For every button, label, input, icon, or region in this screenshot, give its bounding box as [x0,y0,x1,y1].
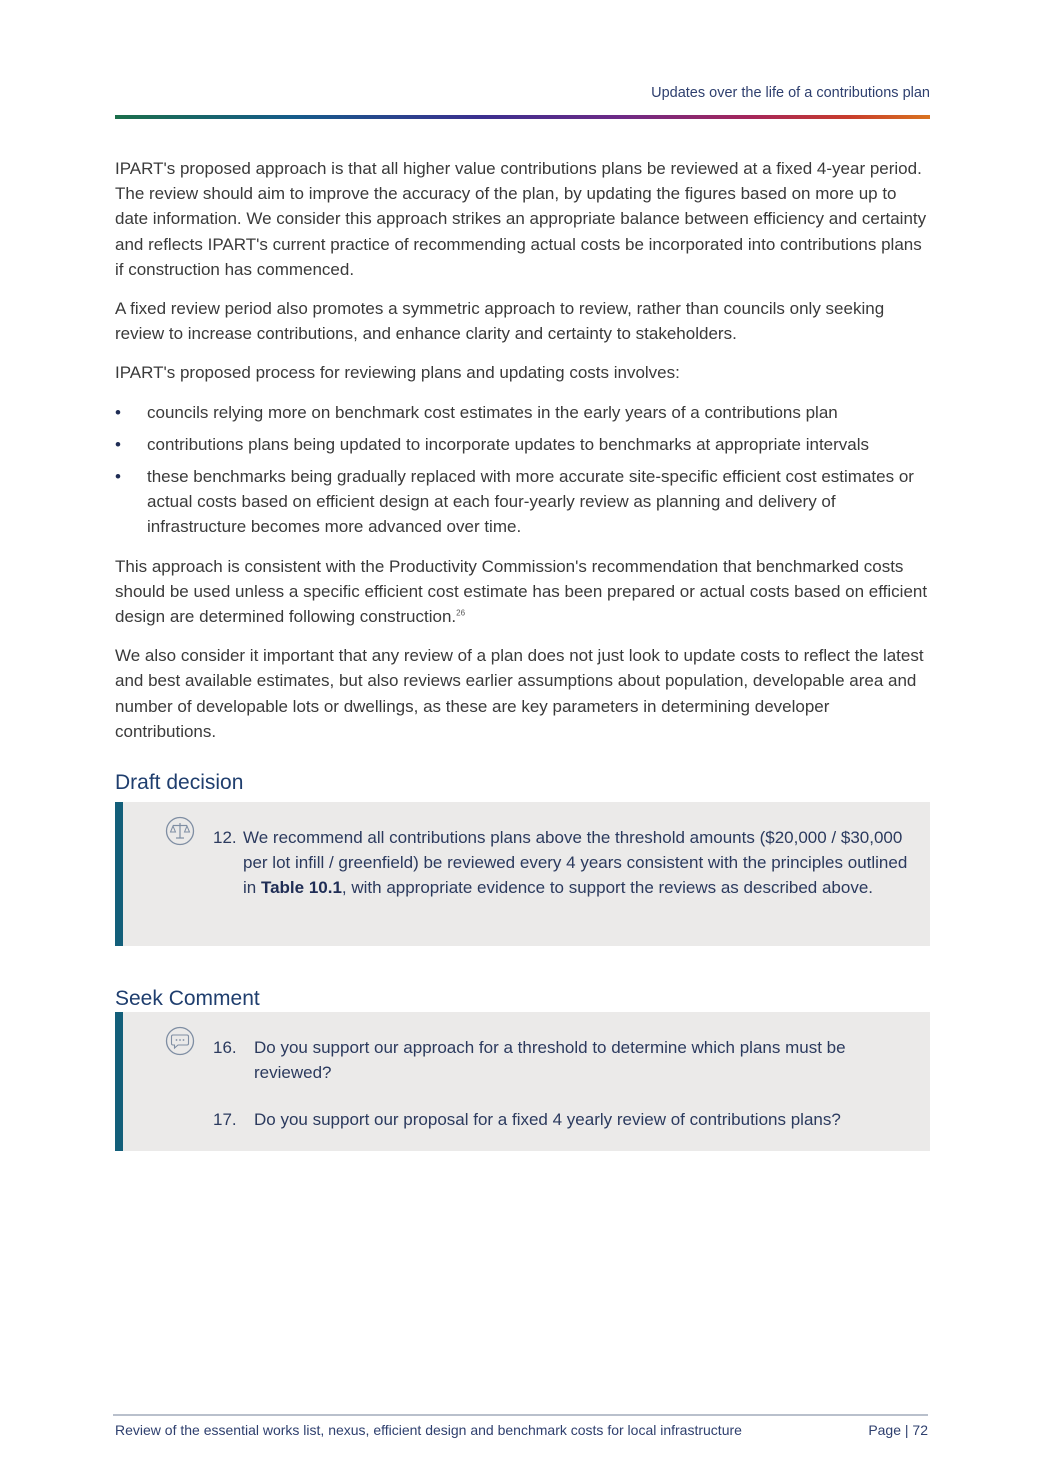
running-header: Updates over the life of a contributions plan [651,85,930,101]
paragraph-text: This approach is consistent with the Productivity Commission's recommendation that benchmarked costs should be used unless a specific efficient cost estimate has been prepared or actual costs based on efficient design are determined following construction. [115,556,928,627]
comment-question [213,1035,916,1085]
footer-page-number: Page | 72 [868,1422,928,1438]
page-body [115,156,930,1151]
question-text: Do you support our approach for a threshold to determine which plans must be reviewed? [254,1038,846,1083]
paragraph-process-intro: IPART's proposed process for reviewing plans and updating costs involves: [115,363,680,383]
footer-rule [113,1414,928,1416]
bullet-icon: • [115,467,121,487]
decision-list [213,825,916,900]
list-item [115,432,930,457]
list-item-text: contributions plans being updated to incorporate updates to benchmarks at appropriate intervals [147,434,870,454]
question-text: Do you support our proposal for a fixed 4 yearly review of contributions plans? [254,1110,841,1130]
question-number: 17. [213,1110,237,1130]
speech-bubble-icon [165,1026,195,1056]
list-item-text: these benchmarks being gradually replaced with more accurate site-specific efficient cost estimates or actual costs based on efficient design at each four-yearly review as planning and delivery of infrastructure becomes more advanced over time. [147,467,914,537]
question-number: 16. [213,1038,237,1058]
paragraph-fixed-review: A fixed review period also promotes a symmetric approach to review, rather than councils only seeking review to increase contributions, and enhance clarity and certainty to stakeholders. [115,299,885,344]
decision-text-before: We recommend all contributions plans above the threshold amounts ($20,000 / $30,000 per lot infill / greenfield) be reviewed every 4 years consistent with the principles outlined in [243,828,908,898]
footer-document-title: Review of the essential works list, nexus, efficient design and benchmark costs for local infrastructure [115,1422,742,1438]
draft-decision-heading: Draft decision [115,771,244,795]
paragraph-approach: IPART's proposed approach is that all higher value contributions plans be reviewed at a fixed 4-year period. The review should aim to improve the accuracy of the plan, by updating the figures based on more up to date information. We consider this approach strikes an appropriate balance between efficiency and certainty and reflects IPART's current practice of recommending actual costs be incorporated into contributions plans if construction has commenced. [115,159,927,279]
list-item [115,464,930,540]
comment-question [213,1107,916,1132]
seek-comment-box [115,1012,930,1151]
header-gradient-rule [115,115,930,119]
list-item [115,400,930,425]
process-list [115,400,930,540]
paragraph-productivity-commission [115,554,930,630]
list-item-text: councils relying more on benchmark cost estimates in the early years of a contributions plan [147,402,838,422]
bullet-icon: • [115,434,121,454]
draft-decision-box [115,802,930,946]
table-reference-link[interactable]: Table 10.1 [260,878,342,898]
decision-number: 12. [213,828,237,848]
paragraph-review-assumptions: We also consider it important that any review of a plan does not just look to update costs to reflect the latest and best available estimates, but also reviews earlier assumptions about population, developable area and number of developable lots or dwellings, as these are key parameters in determining developer contributions. [115,646,924,741]
scales-icon [165,816,195,846]
bullet-icon: • [115,402,121,422]
footnote-ref[interactable]: 26 [456,608,466,618]
decision-item [213,825,916,900]
decision-text-after: , with appropriate evidence to support the reviews as described above. [341,878,874,898]
comment-question-list [213,1035,916,1132]
seek-comment-heading: Seek Comment [115,987,260,1011]
